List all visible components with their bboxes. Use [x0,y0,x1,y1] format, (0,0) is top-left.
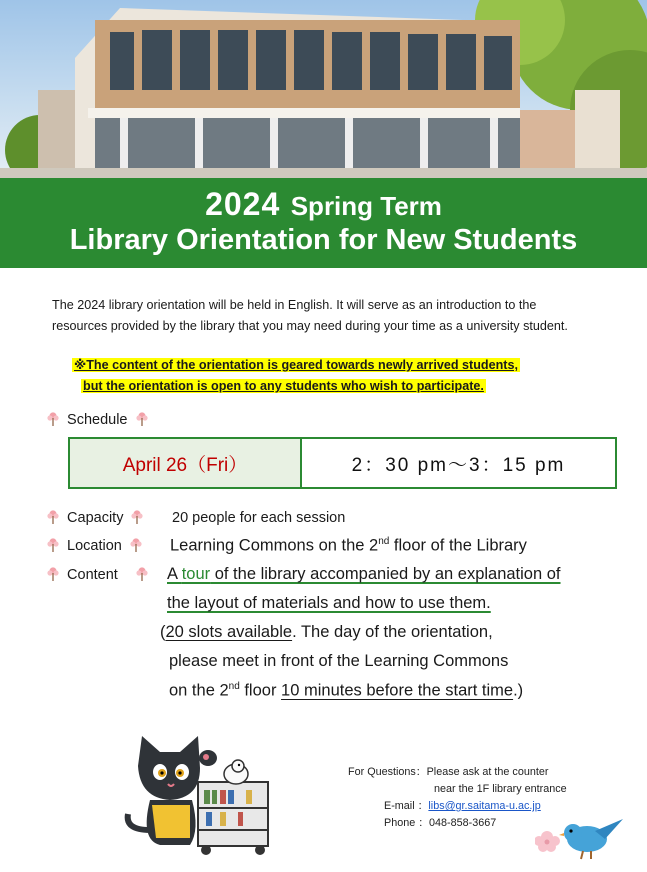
intro-line-2: resources provided by the library that you may need during your time as a university student. [52,319,568,333]
library-building-photo [0,0,647,178]
banner-term: Spring Term [290,191,442,221]
content-line-4: please meet in front of the Learning Commons [169,652,509,670]
cat-mascot-illustration [120,730,280,860]
banner-year: 2024 [205,186,281,222]
content-label-row [47,567,148,583]
capacity-value: 20 people for each session [172,510,346,526]
phone-row [348,815,567,832]
email-row [348,798,567,815]
schedule-date: April 26（Fri） [70,439,302,487]
flower-icon [136,412,148,426]
flower-icon [47,538,59,552]
phone-number: 048-858-3667 [429,817,497,829]
flower-icon [47,510,59,524]
contact-block [348,764,567,832]
flower-icon [131,510,143,524]
intro-paragraph [52,295,637,337]
flower-icon [130,538,142,552]
capacity-label-row [47,510,143,526]
email-label: E-mail ： [384,800,429,812]
flower-icon [136,567,148,581]
schedule-time: 2：30 pm～3：15 pm [351,454,566,476]
schedule-label: Schedule [67,412,128,428]
flower-icon [47,412,59,426]
content-line-2: the layout of materials and how to use them. [167,594,491,612]
notice-line-1: ※The content of the orientation is geared towards newly arrived students, [74,358,519,372]
location-value: Learning Commons on the 2nd floor of the Library [170,536,527,555]
notice-line-2: but the orientation is open to any students who wish to participate. [83,379,484,393]
capacity-label: Capacity [67,510,124,526]
title-banner [0,178,647,268]
intro-line-1: The 2024 library orientation will be held in English. It will serve as an introduction to the [52,298,537,312]
questions-row [348,764,567,781]
email-link[interactable]: libs@gr.saitama-u.ac.jp [428,800,541,812]
tour-word: tour [181,565,211,583]
bluebird-illustration [535,815,635,865]
banner-line-1 [0,186,647,223]
location-label-row [47,538,142,554]
questions-line-1: Please ask at the counter [426,766,549,778]
questions-line-2: near the 1F library entrance [434,783,567,795]
questions-label: For Questions： [348,766,427,778]
schedule-label-row [47,412,148,428]
schedule-box [68,437,617,489]
content-line-3: (20 slots available. The day of the orientation, [160,623,493,641]
flower-icon [47,567,59,581]
page-title: Library Orientation for New Students [69,224,578,256]
location-label: Location [67,538,122,554]
notice-block [72,355,520,397]
phone-label: Phone ： [384,817,430,829]
content-line-1: A tour of the library accompanied by an explanation of [167,565,561,583]
content-label: Content [67,567,118,583]
content-line-5: on the 2nd floor 10 minutes before the start time.) [169,681,524,700]
